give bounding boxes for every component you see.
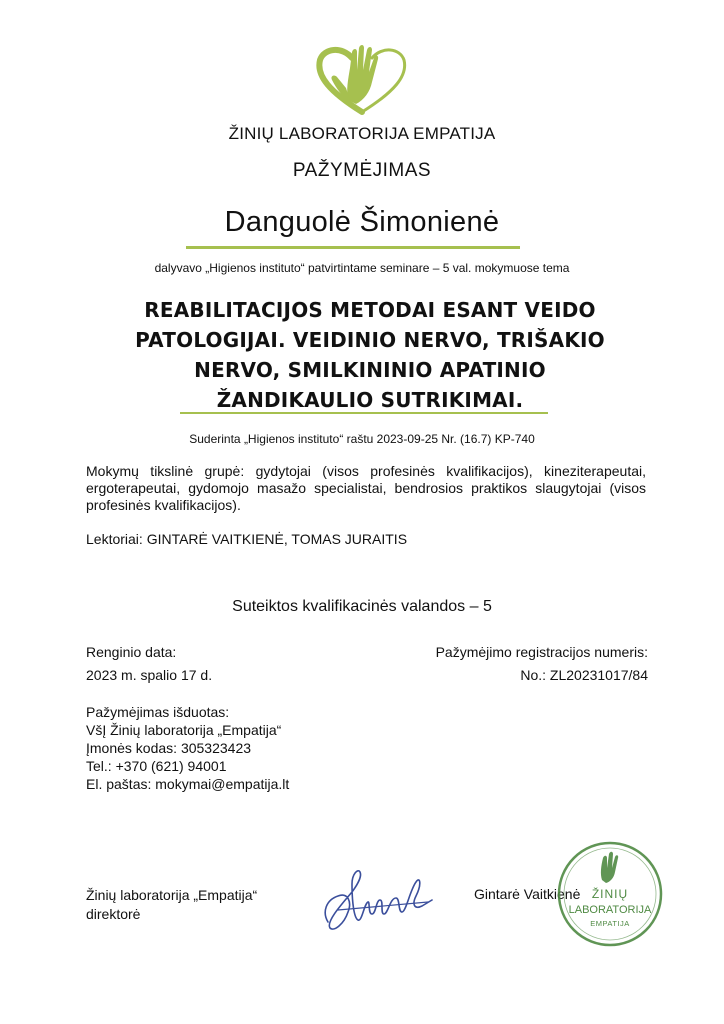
footer-organization (86, 886, 257, 924)
attendance-text: dalyvavo „Higienos instituto“ patvirtintame seminare – 5 val. mokymuose tema (154, 261, 570, 275)
hand-heart-logo-icon (312, 44, 412, 116)
issuer-phone: Tel.: +370 (621) 94001 (86, 758, 227, 774)
organization-title: ŽINIŲ LABORATORIJA EMPATIJA (228, 124, 496, 143)
issued-label: Pažymėjimas išduotas: (86, 704, 230, 720)
issuer-details (86, 703, 289, 793)
certificate-title: PAŽYMĖJIMAS (292, 160, 432, 181)
svg-text:ŽINIŲ: ŽINIŲ (591, 887, 629, 901)
event-date-label: Renginio data: (86, 644, 177, 660)
svg-text:EMPATIJA: EMPATIJA (590, 919, 630, 928)
seminar-topic (90, 295, 650, 415)
recipient-name: Danguolė Šimonienė (224, 206, 500, 238)
issuer-org: VšĮ Žinių laboratorija „Empatija“ (86, 722, 282, 738)
round-company-stamp-icon (556, 840, 664, 948)
registration-number-label: Pažymėjimo registracijos numeris: (435, 644, 648, 660)
footer-org-name: Žinių laboratorija „Empatija“ (86, 887, 258, 903)
qualification-hours: Suteiktos kvalifikacinės valandos – 5 (232, 598, 492, 615)
approval-text: Suderinta „Higienos instituto“ raštu 2023-09-25 Nr. (16.7) KP-740 (189, 432, 535, 446)
registration-number-value: No.: ZL20231017/84 (520, 667, 648, 683)
topic-line: NERVO, SMILKININIO APATINIO (194, 358, 546, 382)
recipient-underline (186, 246, 520, 249)
topic-line: PATOLOGIJAI. VEIDINIO NERVO, TRIŠAKIO (135, 328, 605, 352)
topic-underline (180, 412, 548, 414)
topic-line: ŽANDIKAULIO SUTRIKIMAI. (216, 388, 524, 412)
topic-line: REABILITACIJOS METODAI ESANT VEIDO (144, 298, 596, 322)
handwritten-signature-icon (318, 862, 436, 938)
lecturers-text: Lektoriai: GINTARĖ VAITKIENĖ, TOMAS JURAITIS (86, 531, 408, 547)
issuer-email: El. paštas: mokymai@empatija.lt (86, 776, 290, 792)
signer-name: Gintarė Vaitkienė (474, 886, 581, 902)
issuer-code: Įmonės kodas: 305323423 (86, 740, 252, 756)
footer-role: direktorė (86, 906, 141, 922)
target-group-text: Mokymų tikslinė grupė: gydytojai (visos profesinės kvalifikacijos), kineziterapeutai, ergoterapeutai, gydomojo masažo specialistai, bendrosios praktikos slaugytojai (visos profesinės kvalifikacijos). (86, 463, 646, 513)
event-date-value: 2023 m. spalio 17 d. (86, 667, 213, 683)
svg-text:LABORATORIJA: LABORATORIJA (568, 904, 652, 916)
